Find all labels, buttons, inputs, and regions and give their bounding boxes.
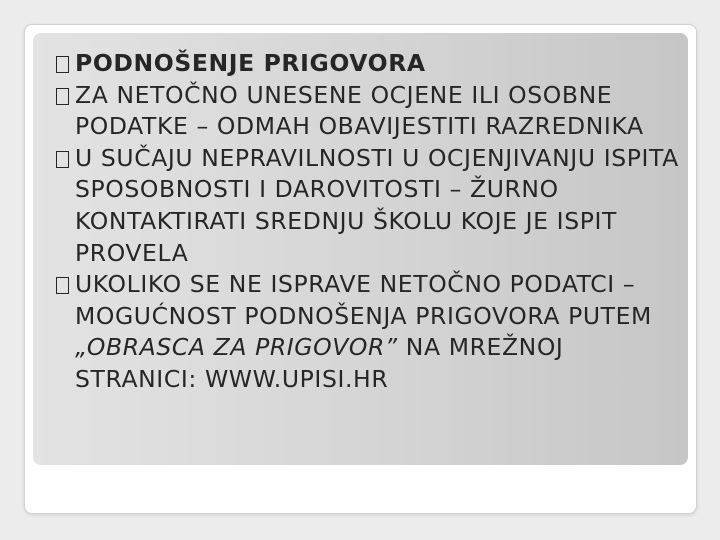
- bullet-box-icon: [56, 277, 69, 294]
- bullet-text: ZA NETOČNO UNESENE OCJENE ILI OSOBNE PODATKE – ODMAH OBAVIJESTITI RAZREDNIKA: [75, 80, 644, 141]
- bullet-item-heading: [56, 48, 686, 80]
- bullet-text-before: UKOLIKO SE NE ISPRAVE NETOČNO PODATCI – MOGUĆNOST PODNOŠENJA PRIGOVORA PUTEM: [75, 270, 652, 330]
- bullet-box-icon: [56, 151, 69, 168]
- bullet-item-exam-irregularities: [56, 143, 686, 269]
- bullet-box-icon: [56, 88, 69, 105]
- bullet-item-complaint-form: [56, 269, 686, 395]
- bullet-item-incorrect-grades: [56, 80, 686, 143]
- bullet-list: [56, 48, 686, 396]
- bullet-box-icon: [56, 56, 69, 73]
- bullet-text-after: NA MREŽNOJ STRANICI: WWW.UPISI.HR: [75, 333, 564, 393]
- heading-text: PODNOŠENJE PRIGOVORA: [75, 49, 426, 77]
- bullet-text: U SUČAJU NEPRAVILNOSTI U OCJENJIVANJU ISPITA SPOSOBNOSTI I DAROVITOSTI – ŽURNO KONTAKTIRATI SREDNJU ŠKOLU KOJE JE ISPIT PROVELA: [75, 143, 679, 267]
- form-name-text: „OBRASCA ZA PRIGOVOR”: [75, 333, 398, 362]
